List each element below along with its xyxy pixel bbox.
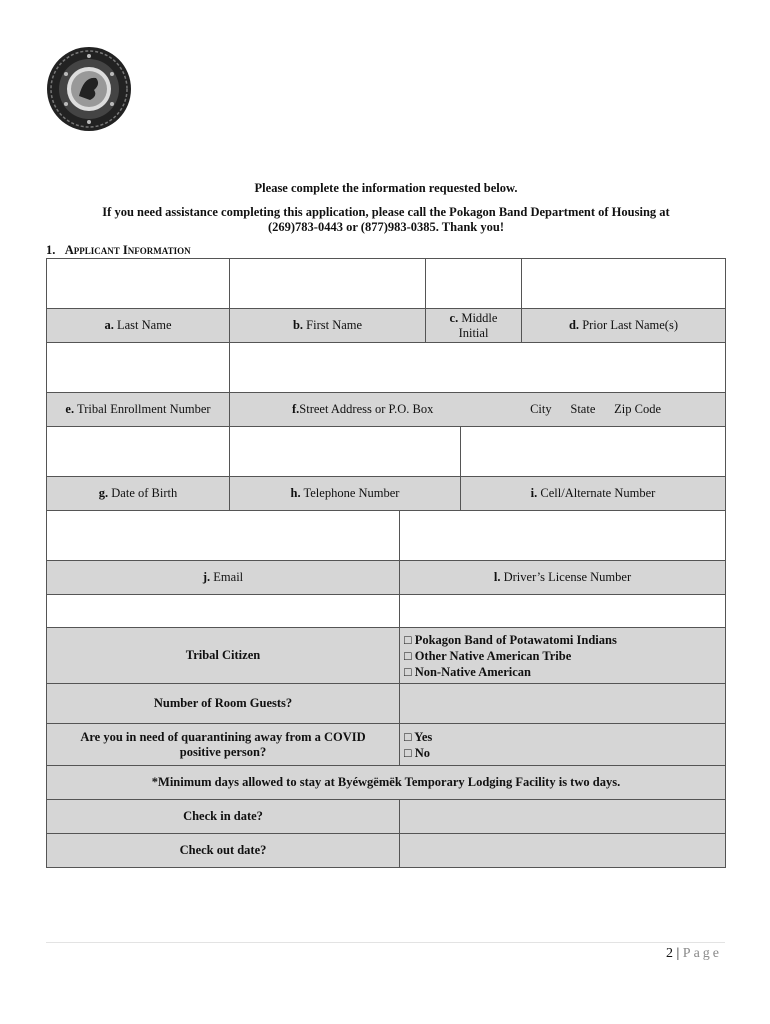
cell-alternate-input[interactable] <box>461 427 726 477</box>
zip-code-label: Zip Code <box>614 402 661 416</box>
section-number: 1. <box>46 243 56 257</box>
option-yes[interactable]: □ Yes <box>404 729 433 744</box>
cell-alternate-label: i. Cell/Alternate Number <box>461 477 726 511</box>
telephone-label: h. Telephone Number <box>230 477 461 511</box>
telephone-input[interactable] <box>230 427 461 477</box>
pokagon-seal-logo <box>46 46 132 132</box>
option-pokagon[interactable]: □ Pokagon Band of Potawatomi Indians <box>404 632 617 647</box>
checkbox-icon: □ <box>404 664 412 679</box>
last-name-input[interactable] <box>47 259 230 309</box>
intro-line-2-text: If you need assistance completing this application, please call the Pokagon Band Department of Housing at <box>102 205 670 219</box>
tribal-citizen-label: Tribal Citizen <box>47 628 400 684</box>
extra-input-left[interactable] <box>47 595 400 628</box>
intro-line-1: Please complete the information requested below. <box>254 181 518 195</box>
name-grid <box>46 258 726 427</box>
footer-divider <box>46 942 725 943</box>
intro-line-2 <box>46 205 726 235</box>
email-label: j. Email <box>47 561 400 595</box>
checkbox-icon: □ <box>404 648 412 663</box>
check-in-input[interactable] <box>400 800 726 834</box>
city-label: City <box>530 402 552 416</box>
page-label: Page <box>682 946 722 961</box>
checkbox-icon: □ <box>404 745 412 760</box>
tribal-citizen-options <box>400 628 726 684</box>
date-of-birth-input[interactable] <box>47 427 230 477</box>
covid-options <box>400 724 726 766</box>
email-input[interactable] <box>47 511 400 561</box>
state-label: State <box>570 402 596 416</box>
option-no[interactable]: □ No <box>404 745 430 760</box>
street-address-label: f.Street Address or P.O. Box <box>292 402 434 416</box>
covid-question-label: Are you in need of quarantining away from a COVID positive person? <box>47 724 400 766</box>
date-of-birth-label: g. Date of Birth <box>47 477 230 511</box>
room-guests-input[interactable] <box>400 684 726 724</box>
section-heading <box>46 243 191 258</box>
extra-input-right[interactable] <box>400 595 726 628</box>
drivers-license-input[interactable] <box>400 511 726 561</box>
section-title: Applicant Information <box>64 243 191 257</box>
street-address-input[interactable] <box>230 343 726 393</box>
first-name-label: b. First Name <box>230 309 426 343</box>
details-grid <box>46 510 726 868</box>
room-guests-label: Number of Room Guests? <box>47 684 400 724</box>
checkbox-icon: □ <box>404 729 412 744</box>
option-other-tribe[interactable]: □ Other Native American Tribe <box>404 648 572 663</box>
tribal-enrollment-label: e. Tribal Enrollment Number <box>47 393 230 427</box>
page-number-value: 2 <box>665 946 673 961</box>
check-in-label: Check in date? <box>47 800 400 834</box>
address-label <box>230 393 726 427</box>
prior-last-name-input[interactable] <box>522 259 726 309</box>
tribal-enrollment-input[interactable] <box>47 343 230 393</box>
middle-initial-input[interactable] <box>426 259 522 309</box>
check-out-input[interactable] <box>400 834 726 868</box>
page-number <box>666 946 722 962</box>
first-name-input[interactable] <box>230 259 426 309</box>
last-name-label: a. Last Name <box>47 309 230 343</box>
contact-grid <box>46 426 726 511</box>
middle-initial-label: c. Middle Initial <box>426 309 522 343</box>
checkbox-icon: □ <box>404 632 412 647</box>
page-separator: | <box>676 946 680 961</box>
minimum-stay-note: *Minimum days allowed to stay at Byéwgëmëk Temporary Lodging Facility is two days. <box>47 766 726 800</box>
option-non-native[interactable]: □ Non-Native American <box>404 664 531 679</box>
intro-line-3-text: (269)783-0443 or (877)983-0385. Thank you! <box>267 220 504 234</box>
drivers-license-label: l. Driver’s License Number <box>400 561 726 595</box>
check-out-label: Check out date? <box>47 834 400 868</box>
prior-last-name-label: d. Prior Last Name(s) <box>522 309 726 343</box>
